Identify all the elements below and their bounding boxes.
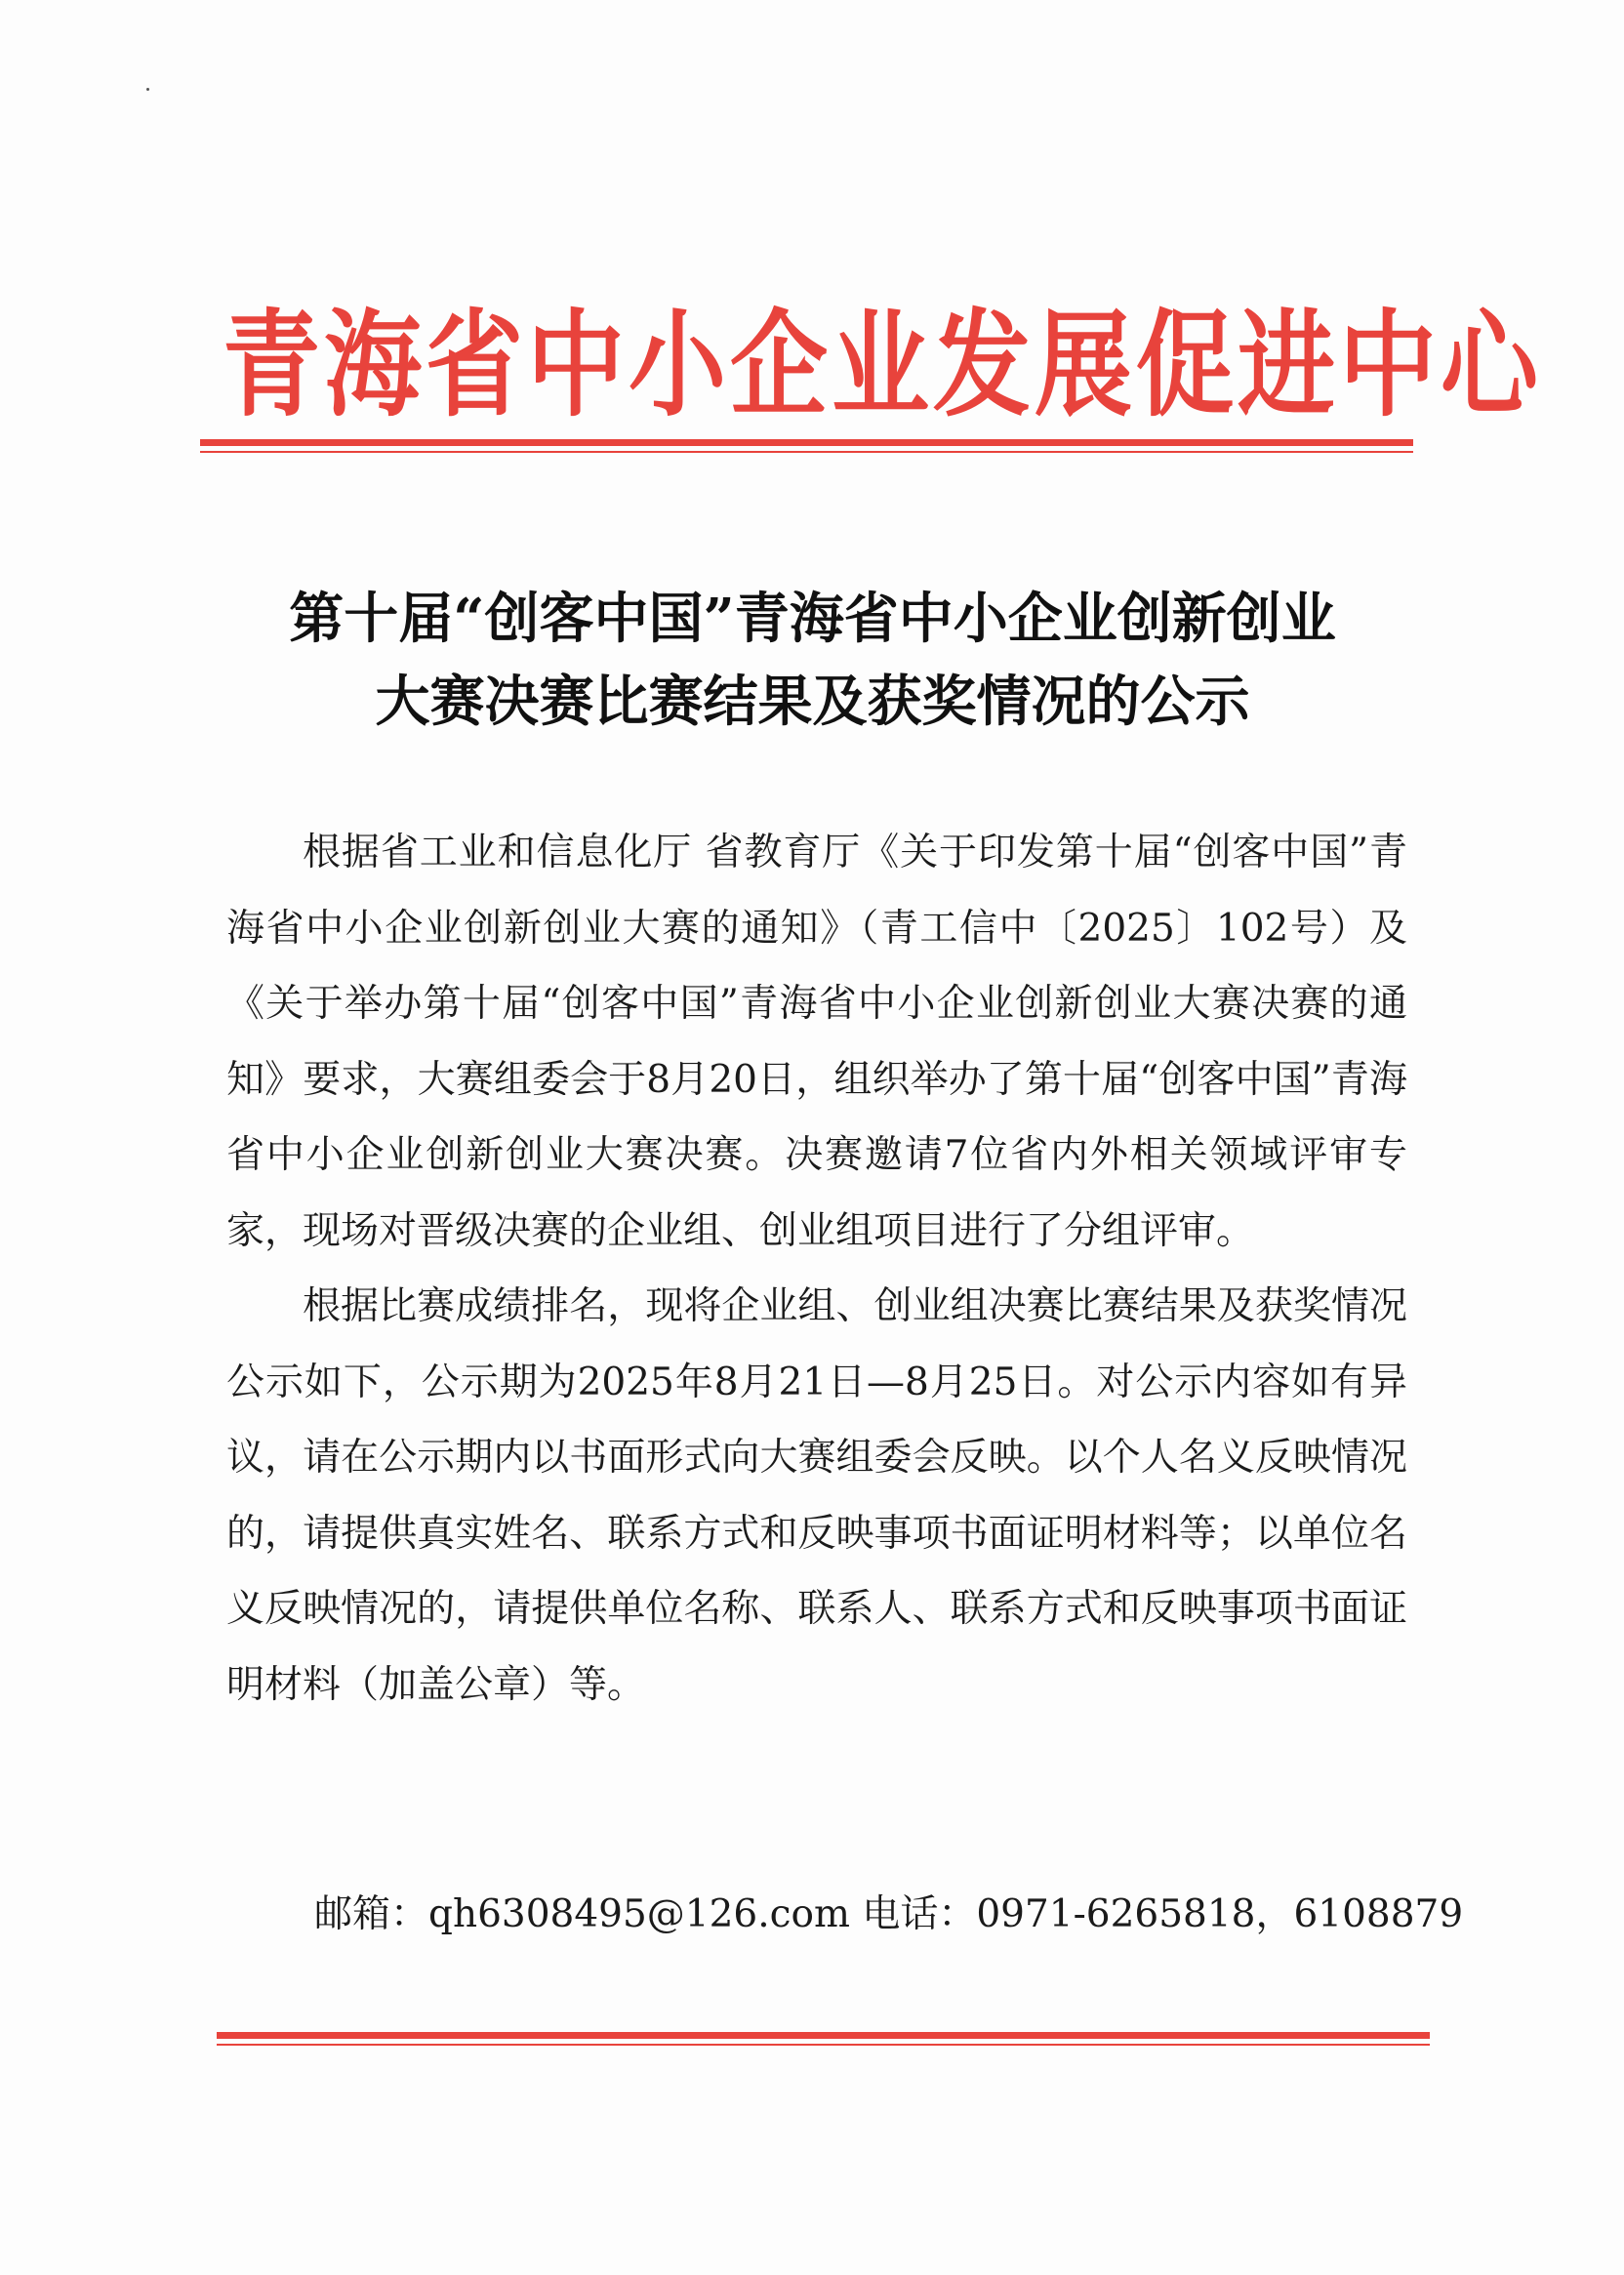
document-title-line2: 大赛决赛比赛结果及获奖情况的公示 (375, 670, 1250, 734)
footer-red-rule (217, 2032, 1430, 2046)
body-paragraph-1: 根据省工业和信息化厅 省教育厅《关于印发第十届“创客中国”青海省中小企业创新创业大赛的通知》（青工信中〔2025〕102号）及《关于举办第十届“创客中国”青海省中小企业创新创业大赛决赛的通知》要求，大赛组委会于8月20日，组织举办了第十届“创客中国”青海省中小企业创新创业大赛决赛。决赛邀请7位省内外相关领域评审专家，现场对晋级决赛的企业组、创业组项目进行了分组评审。 (226, 831, 1407, 1253)
contact-line (314, 1877, 1464, 1953)
header-rule-thin (200, 451, 1413, 453)
document-title-line1: 第十届“创客中国”青海省中小企业创新创业 (289, 587, 1336, 651)
document-title (195, 578, 1430, 744)
scan-speck (146, 88, 149, 91)
header-red-rule (200, 439, 1413, 453)
phone-numbers: 0971-6265818，6108879 (976, 1892, 1464, 1936)
email-address: qh6308495@126.com (428, 1892, 850, 1936)
phone-label: 电话： (862, 1892, 977, 1936)
org-header-title: 青海省中小企业发展促进中心 (223, 298, 1542, 433)
email-label: 邮箱： (314, 1892, 429, 1936)
footer-rule-thick (217, 2032, 1430, 2039)
footer-rule-thin (217, 2044, 1430, 2046)
body-paragraph-2: 根据比赛成绩排名，现将企业组、创业组决赛比赛结果及获奖情况公示如下，公示期为2025年8月21日—8月25日。对公示内容如有异议，请在公示期内以书面形式向大赛组委会反映。以个人名义反映情况的，请提供真实姓名、联系方式和反映事项书面证明材料等；以单位名义反映情况的，请提供单位名称、联系人、联系方式和反映事项书面证明材料（加盖公章）等。 (226, 1284, 1407, 1707)
header-rule-thick (200, 439, 1413, 446)
document-body (226, 815, 1407, 1723)
